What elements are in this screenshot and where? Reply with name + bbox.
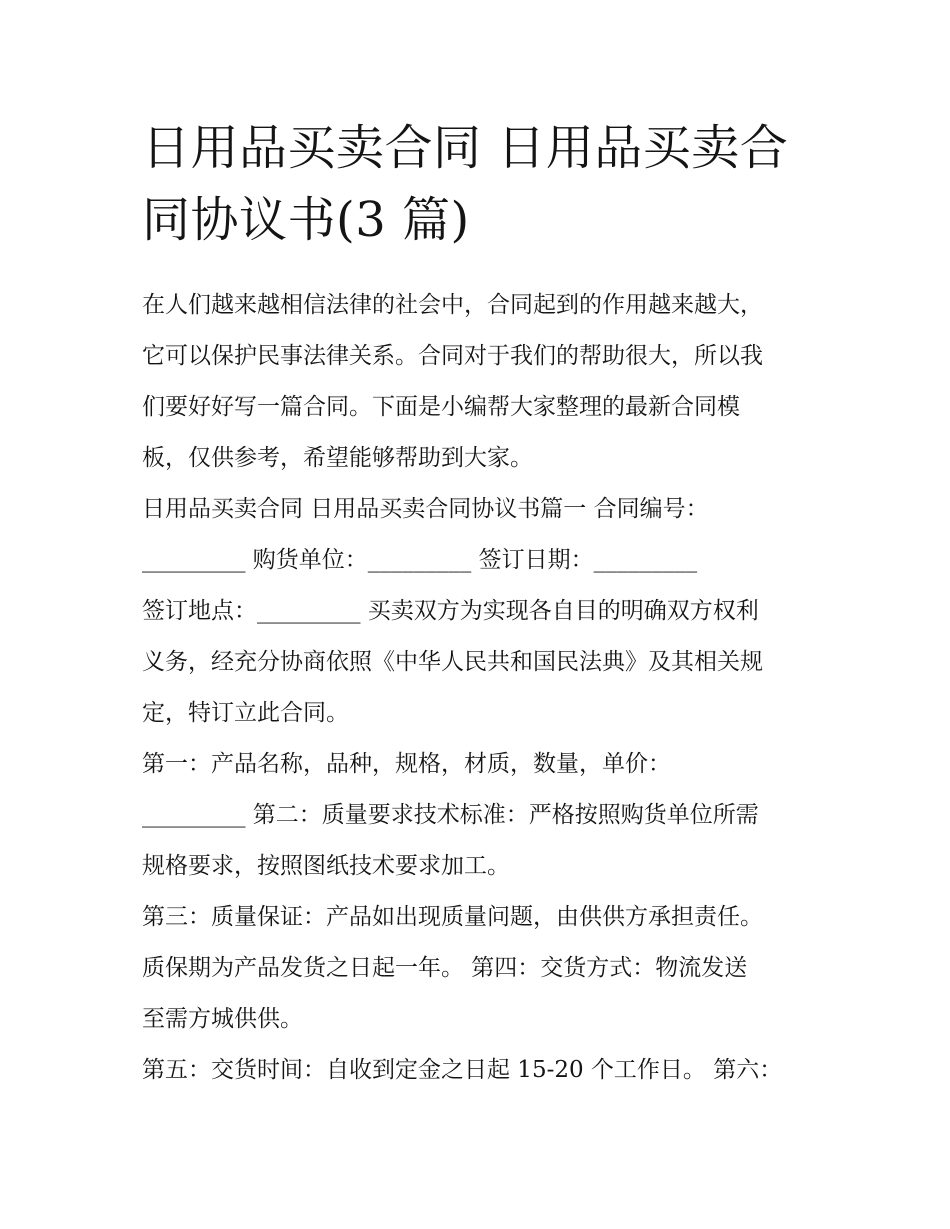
text-line: 第五：交货时间：自收到定金之日起 15-20 个工作日。 第六： (142, 1057, 783, 1083)
document-body (142, 280, 822, 1096)
text-line: 们要好好写一篇合同。下面是小编帮大家整理的最新合同模 (142, 394, 740, 420)
title-line-1: 日用品买卖合同 日用品买卖合 (142, 120, 789, 176)
document-title (142, 112, 822, 256)
text-line: 板，仅供参考，希望能够帮助到大家。 (142, 445, 533, 471)
text-line: 义务，经充分协商依照《中华人民共和国民法典》及其相关规 (142, 649, 763, 675)
text-line: 它可以保护民事法律关系。合同对于我们的帮助很大，所以我 (142, 343, 763, 369)
text-line: 签订地点：_________ 买卖双方为实现各自目的明确双方权利 (142, 598, 759, 624)
text-line: 质保期为产品发货之日起一年。 第四：交货方式：物流发送 (142, 955, 748, 981)
text-line: 第一：产品名称，品种，规格，材质，数量，单价： (142, 751, 671, 777)
text-line: 日用品买卖合同 日用品买卖合同协议书篇一 合同编号： (142, 496, 709, 522)
text-line: 规格要求，按照图纸技术要求加工。 (142, 853, 510, 879)
title-line-2: 同协议书(3 篇) (142, 192, 470, 248)
text-line: _________ 第二：质量要求技术标准：严格按照购货单位所需 (142, 802, 759, 828)
text-line: _________ 购货单位：_________ 签订日期：_________ (142, 547, 698, 573)
text-line: 第三：质量保证：产品如出现质量问题，由供供方承担责任。 (142, 904, 763, 930)
document-page (142, 112, 822, 1096)
text-line: 定，特订立此合同。 (142, 700, 349, 726)
text-line: 在人们越来越相信法律的社会中，合同起到的作用越来越大， (142, 292, 763, 318)
text-line: 至需方城供供。 (142, 1006, 303, 1032)
